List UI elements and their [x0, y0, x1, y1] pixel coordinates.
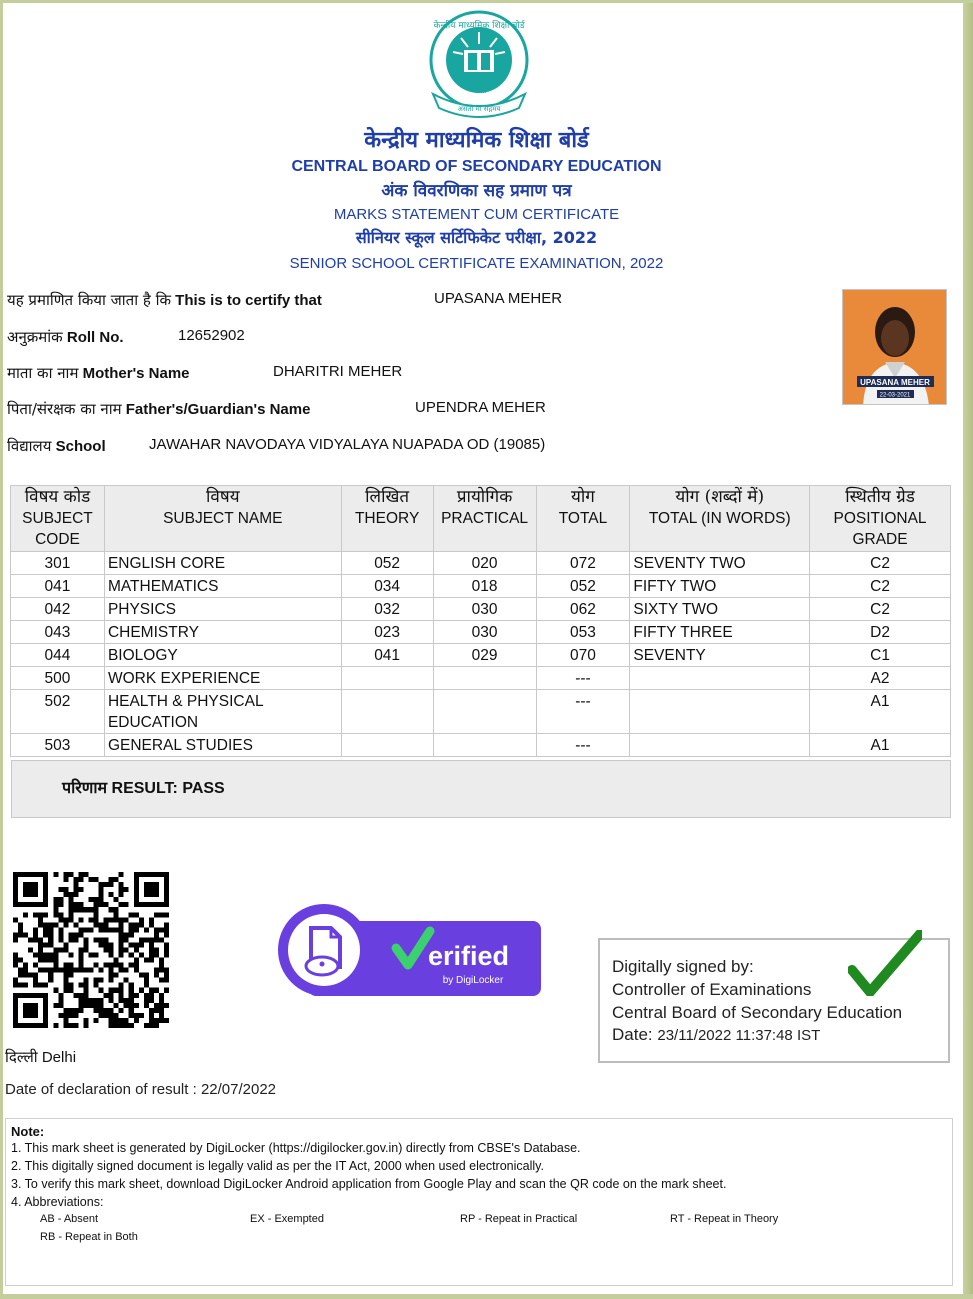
- theory-marks: 052: [341, 552, 433, 575]
- logo-text-mid: भारत: [471, 86, 487, 95]
- subject-code: 502: [11, 690, 105, 734]
- abbreviation: RB - Repeat in Both: [40, 1231, 138, 1243]
- table-row: [11, 552, 951, 575]
- practical-marks: 020: [433, 552, 536, 575]
- total-words: FIFTY TWO: [630, 575, 810, 598]
- subject-name: PHYSICS: [104, 598, 341, 621]
- total-words: FIFTY THREE: [630, 621, 810, 644]
- header-theory: लिखित THEORY: [341, 486, 433, 552]
- total-words: [630, 667, 810, 690]
- total-words: [630, 734, 810, 757]
- board-name-english: CENTRAL BOARD OF SECONDARY EDUCATION: [291, 158, 662, 175]
- doc-title-hindi: अंक विवरणिका सह प्रमाण पत्र: [381, 181, 572, 201]
- total-marks: 070: [536, 644, 630, 667]
- total-words: [630, 690, 810, 734]
- roll-row: [7, 327, 245, 347]
- positional-grade: C2: [810, 575, 951, 598]
- positional-grade: A1: [810, 734, 951, 757]
- place-english: Delhi: [41, 1049, 77, 1066]
- place-hindi: दिल्ली: [5, 1048, 38, 1066]
- photo-caption: UPASANA MEHER: [860, 378, 930, 387]
- theory-marks: 041: [341, 644, 433, 667]
- theory-marks: [341, 690, 433, 734]
- exam-title-english: SENIOR SCHOOL CERTIFICATE EXAMINATION, 2022: [289, 255, 664, 272]
- table-row: [11, 644, 951, 667]
- theory-marks: [341, 734, 433, 757]
- subject-code: 041: [11, 575, 105, 598]
- board-name-hindi: केन्द्रीय माध्यमिक शिक्षा बोर्ड: [364, 128, 589, 153]
- total-marks: 072: [536, 552, 630, 575]
- subject-name: GENERAL STUDIES: [104, 734, 341, 757]
- certify-row: [7, 290, 563, 310]
- total-marks: 062: [536, 598, 630, 621]
- header-total: योग TOTAL: [536, 486, 630, 552]
- subject-code: 043: [11, 621, 105, 644]
- school-label-hindi: विद्यालय: [7, 437, 52, 455]
- logo-text-top: केन्द्रीय माध्यमिक शिक्षा बोर्ड: [433, 21, 525, 31]
- practical-marks: [433, 690, 536, 734]
- sign-line-2: Controller of Examinations: [612, 980, 812, 999]
- student-photo: [842, 289, 947, 405]
- positional-grade: C2: [810, 598, 951, 621]
- sign-line-3: Central Board of Secondary Education: [612, 1003, 903, 1022]
- header-subject-name: विषय SUBJECT NAME: [104, 486, 341, 552]
- verified-word: erified: [428, 941, 510, 971]
- practical-marks: [433, 734, 536, 757]
- sign-date-label: Date:: [612, 1025, 653, 1044]
- header-subject-code: विषय कोड SUBJECT CODE: [11, 486, 105, 552]
- school-name: JAWAHAR NAVODAYA VIDYALAYA NUAPADA OD (19085): [149, 436, 546, 453]
- practical-marks: 029: [433, 644, 536, 667]
- result-text: [62, 776, 225, 798]
- school-label: School: [55, 438, 106, 455]
- father-label: Father's/Guardian's Name: [125, 401, 311, 418]
- note-line: 3. To verify this mark sheet, download DigiLocker Android application from Google Play and scan the QR code on the mark sheet.: [11, 1177, 727, 1191]
- total-marks: 053: [536, 621, 630, 644]
- note-line: 2. This digitally signed document is legally valid as per the IT Act, 2000 when used electronically.: [11, 1159, 544, 1173]
- total-words: SEVENTY: [630, 644, 810, 667]
- positional-grade: D2: [810, 621, 951, 644]
- positional-grade: A1: [810, 690, 951, 734]
- student-name: UPASANA MEHER: [434, 290, 563, 307]
- abbreviation: EX - Exempted: [250, 1213, 324, 1225]
- theory-marks: [341, 667, 433, 690]
- total-marks: ---: [536, 667, 630, 690]
- note-line: 4. Abbreviations:: [11, 1195, 104, 1209]
- header-total-words: योग (शब्दों में) TOTAL (IN WORDS): [630, 486, 810, 552]
- mother-label-hindi: माता का नाम: [7, 364, 79, 382]
- subject-code: 500: [11, 667, 105, 690]
- subject-name: ENGLISH CORE: [104, 552, 341, 575]
- logo-text-ribbon: असतो मा सद्गमय: [457, 105, 501, 113]
- total-marks: ---: [536, 734, 630, 757]
- roll-label-hindi: अनुक्रमांक: [7, 328, 63, 346]
- practical-marks: 018: [433, 575, 536, 598]
- table-row: [11, 575, 951, 598]
- abbreviation: AB - Absent: [40, 1213, 99, 1225]
- abbreviation: RT - Repeat in Theory: [670, 1213, 779, 1225]
- positional-grade: A2: [810, 667, 951, 690]
- marks-table: [10, 485, 951, 757]
- total-words: SEVENTY TWO: [630, 552, 810, 575]
- declaration-value: 22/07/2022: [200, 1081, 277, 1098]
- table-row: [11, 621, 951, 644]
- subject-code: 042: [11, 598, 105, 621]
- father-row: [7, 399, 546, 419]
- signature-check-icon: [848, 930, 922, 996]
- mother-label: Mother's Name: [82, 365, 190, 382]
- mother-row: [7, 363, 403, 383]
- positional-grade: C1: [810, 644, 951, 667]
- cbse-logo: [419, 8, 539, 126]
- place: [5, 1047, 76, 1067]
- total-marks: 052: [536, 575, 630, 598]
- table-header-row: [11, 486, 951, 552]
- digilocker-verified-badge: [278, 903, 541, 998]
- father-label-hindi: पिता/संरक्षक का नाम: [7, 400, 122, 418]
- declaration-date: [5, 1081, 276, 1098]
- father-name: UPENDRA MEHER: [415, 399, 546, 416]
- positional-grade: C2: [810, 552, 951, 575]
- theory-marks: 032: [341, 598, 433, 621]
- result-label-hindi: परिणाम: [62, 778, 108, 797]
- doc-title-english: MARKS STATEMENT CUM CERTIFICATE: [333, 206, 620, 223]
- qr-code: [12, 872, 170, 1028]
- theory-marks: 034: [341, 575, 433, 598]
- subject-name: WORK EXPERIENCE: [104, 667, 341, 690]
- sign-date-value: 23/11/2022 11:37:48 IST: [657, 1027, 821, 1044]
- total-words: SIXTY TWO: [630, 598, 810, 621]
- header-practical: प्रायोगिक PRACTICAL: [433, 486, 536, 552]
- table-row: [11, 598, 951, 621]
- subject-name: HEALTH & PHYSICAL EDUCATION: [104, 690, 341, 734]
- subject-code: 503: [11, 734, 105, 757]
- photo-date: 22-03-2021: [879, 392, 911, 399]
- roll-number: 12652902: [178, 327, 245, 344]
- total-marks: ---: [536, 690, 630, 734]
- sign-date-row: [612, 1025, 820, 1045]
- subject-name: MATHEMATICS: [104, 575, 341, 598]
- subject-code: 044: [11, 644, 105, 667]
- roll-label: Roll No.: [66, 329, 124, 346]
- exam-title-hindi: सीनियर स्कूल सर्टिफिकेट परीक्षा, 2022: [355, 228, 598, 247]
- school-row: [7, 436, 546, 456]
- table-row: [11, 667, 951, 690]
- note-line: 1. This mark sheet is generated by DigiLocker (https://digilocker.gov.in) directly from CBSE's Database.: [11, 1141, 581, 1155]
- certify-label-hindi: यह प्रमाणित किया जाता है कि: [7, 291, 171, 309]
- practical-marks: [433, 667, 536, 690]
- mother-name: DHARITRI MEHER: [273, 363, 403, 380]
- practical-marks: 030: [433, 621, 536, 644]
- declaration-label: Date of declaration of result :: [5, 1081, 197, 1098]
- abbreviation: RP - Repeat in Practical: [460, 1213, 578, 1225]
- header-grade: स्थितीय ग्रेड POSITIONAL GRADE: [810, 486, 951, 552]
- theory-marks: 023: [341, 621, 433, 644]
- sign-line-1: Digitally signed by:: [612, 957, 754, 976]
- practical-marks: 030: [433, 598, 536, 621]
- verified-by: by DigiLocker: [442, 975, 504, 986]
- result-label: RESULT: PASS: [111, 780, 225, 797]
- subject-name: CHEMISTRY: [104, 621, 341, 644]
- subject-name: BIOLOGY: [104, 644, 341, 667]
- certify-label: This is to certify that: [175, 292, 322, 309]
- subject-code: 301: [11, 552, 105, 575]
- table-row: [11, 690, 951, 734]
- note-title: Note:: [11, 1124, 45, 1139]
- table-row: [11, 734, 951, 757]
